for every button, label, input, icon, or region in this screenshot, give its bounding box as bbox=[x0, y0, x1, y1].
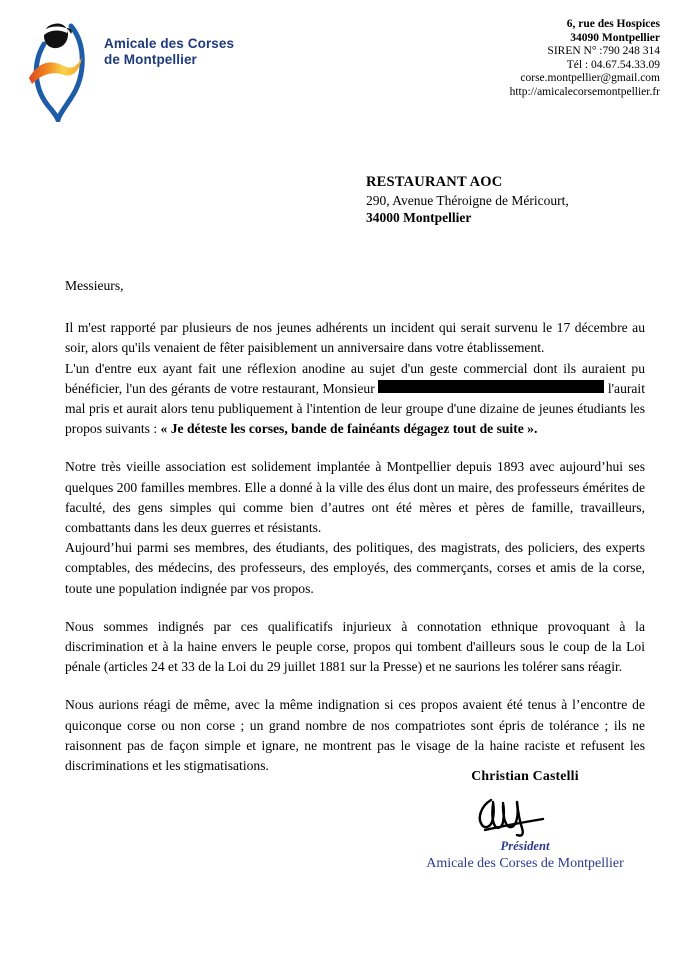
offensive-quote: « Je déteste les corses, bande de fainéants dégagez tout de suite ». bbox=[160, 421, 538, 437]
paragraph-quote bbox=[65, 359, 645, 440]
amicale-des-corses-logo-icon bbox=[26, 16, 98, 122]
paragraph-incident: Il m'est rapporté par plusieurs de nos jeunes adhérents un incident qui serait survenu le 17 décembre au soir, alors qu'ils venaient de fêter paisiblement un anniversaire dans votre établissement. bbox=[65, 320, 645, 356]
signatory-role: Président bbox=[500, 839, 550, 853]
paragraph-membership: Aujourd’hui parmi ses membres, des étudiants, des politiques, des magistrats, des policiers, des experts comptables, des médecins, des professeurs, des employés, des commerçants, corses et amis de la corse, toute une population indignée par vos propos. bbox=[65, 540, 645, 596]
logo-wordmark-line1: Amicale des Corses bbox=[104, 36, 235, 51]
contact-phone: Tél : 04.67.54.33.09 bbox=[566, 58, 660, 71]
paragraph-tolerance: Nous aurions réagi de même, avec la même indignation si ces propos avaient été tenus à l’encontre de quiconque corse ou non corse ; un grand nombre de nos compatriotes sont épris de tolérance ; ils ne raisonnent pas de façon simple et ignare, ne montrent pas le visage de la haine raciste et refusent les discriminations et les stigmatisations. bbox=[65, 697, 645, 774]
contact-siren: SIREN N° :790 248 314 bbox=[547, 45, 660, 58]
contact-details bbox=[510, 18, 660, 100]
letter-body bbox=[65, 276, 645, 776]
signature-block bbox=[380, 768, 670, 872]
salutation: Messieurs, bbox=[65, 278, 124, 293]
paragraph-association-history: Notre très vieille association est solidement implantée à Montpellier depuis 1893 avec aujourd’hui ses quelques 200 familles membres. Elle a donné à la ville des élus dont un maire, des professeurs émérites de faculté, des gens simples qui comme bien d’autres ont été mères et pères de famille, travailleurs, combattants dans les deux guerres et résistants. bbox=[65, 459, 645, 536]
signatory-name: Christian Castelli bbox=[471, 768, 579, 783]
association-logo bbox=[26, 16, 266, 124]
paragraph-quote-before: L'un d'entre eux ayant fait une réflexion anodine au sujet d'un geste commercial dont ils auraient pu bénéficier, l'un des gérants de votre restaurant, Monsieur bbox=[65, 360, 645, 396]
signatory-organisation: Amicale des Corses de Montpellier bbox=[426, 856, 624, 871]
letterhead bbox=[0, 0, 678, 140]
recipient-name: RESTAURANT AOC bbox=[366, 174, 503, 190]
recipient-address bbox=[366, 174, 569, 227]
contact-street: 6, rue des Hospices bbox=[566, 18, 660, 30]
paragraph-quote-after: l'aurait mal pris et aurait alors tenu publiquement à l'intention de leur groupe d'une dizaine de jeunes étudiants les propos suivants : bbox=[65, 380, 645, 437]
redacted-name bbox=[378, 380, 604, 393]
logo-wordmark bbox=[104, 36, 234, 68]
logo-wordmark-line2: de Montpellier bbox=[104, 52, 197, 67]
handwritten-signature-icon bbox=[465, 792, 585, 838]
contact-website: http://amicalecorsemontpellier.fr bbox=[509, 85, 660, 98]
recipient-street: 290, Avenue Théroigne de Méricourt, bbox=[366, 192, 569, 208]
recipient-city: 34000 Montpellier bbox=[366, 210, 472, 225]
contact-city: 34090 Montpellier bbox=[570, 31, 660, 44]
paragraph-legal: Nous sommes indignés par ces qualificatifs injurieux à connotation ethnique provoquant à la discrimination et à la haine envers le peuple corse, propos qui tombent d'ailleurs sous le coup de la Loi pénale (articles 24 et 33 de la Loi du 29 juillet 1881 sur la Presse) et ne saurions les tolérer sans réagir. bbox=[65, 618, 645, 675]
contact-email: corse.montpellier@gmail.com bbox=[520, 72, 660, 85]
